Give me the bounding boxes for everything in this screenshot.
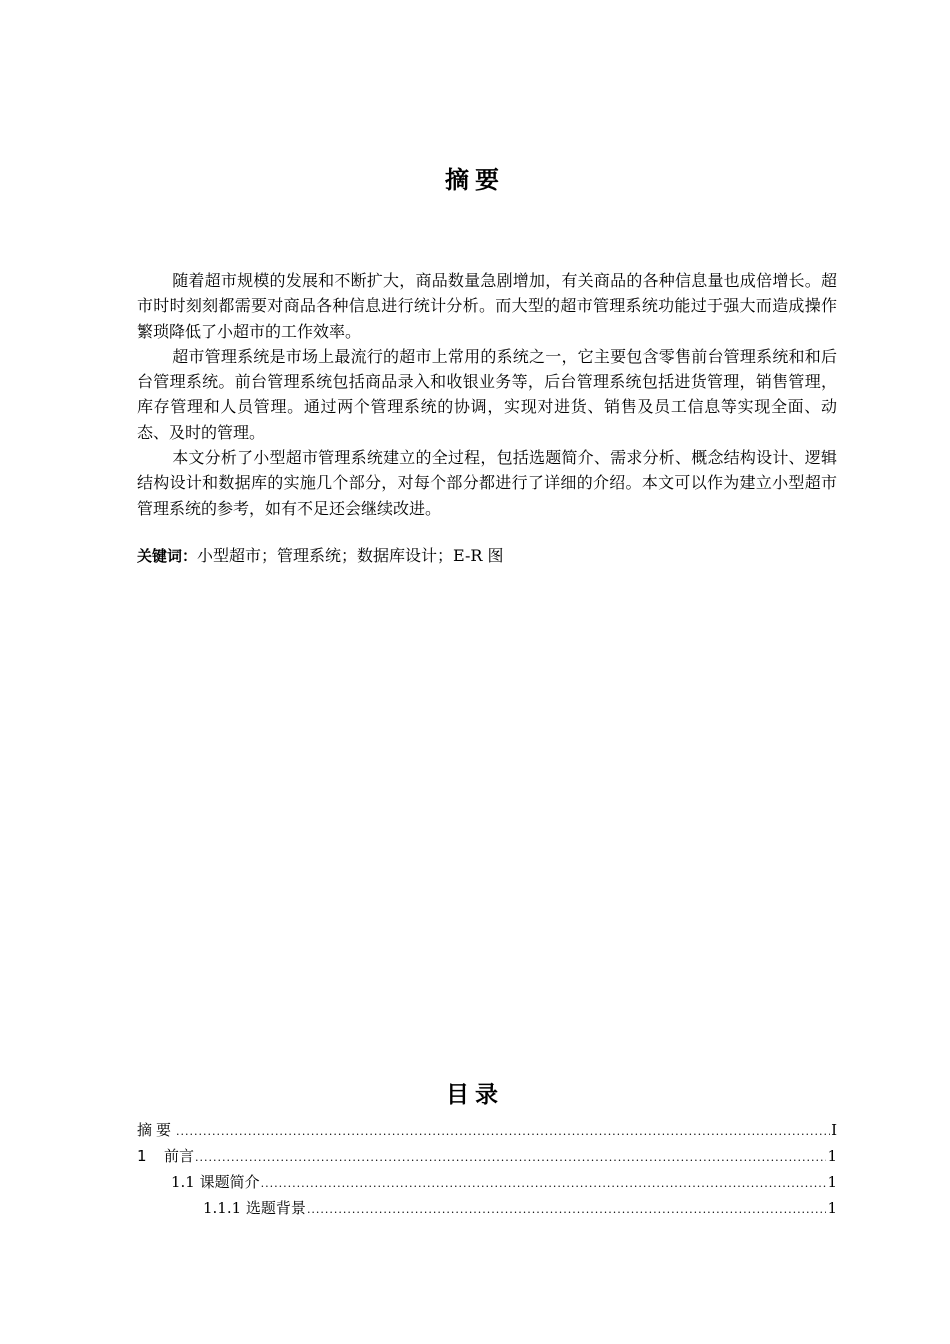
abstract-body [137, 268, 837, 521]
toc-chapter-number: 1 [137, 1147, 147, 1165]
toc-entry-abstract[interactable] [137, 1117, 837, 1143]
toc-leader-dots [307, 1197, 827, 1223]
toc-entry-label: 摘要 [137, 1121, 176, 1139]
abstract-paragraph-1: 随着超市规模的发展和不断扩大，商品数量急剧增加，有关商品的各种信息量也成倍增长。超市时时刻刻都需要对商品各种信息进行统计分析。而大型的超市管理系统功能过于强大而造成操作繁琐降低了小超市的工作效率。 [137, 271, 837, 341]
toc-leader-dots [261, 1171, 827, 1197]
toc-entry-section-1-1-1[interactable] [137, 1195, 837, 1221]
abstract-title: 摘要 [445, 166, 505, 194]
abstract-paragraph-3: 本文分析了小型超市管理系统建立的全过程，包括选题简介、需求分析、概念结构设计、逻辑结构设计和数据库的实施几个部分，对每个部分都进行了详细的介绍。本文可以作为建立小型超市管理系统的参考，如有不足还会继续改进。 [137, 448, 837, 518]
toc-entry-section-1-1[interactable] [137, 1169, 837, 1195]
toc-entry-page: 1 [827, 1173, 837, 1191]
table-of-contents [137, 1117, 837, 1221]
toc-entry-label: 1.1 课题简介 [171, 1173, 260, 1191]
toc-leader-dots [195, 1145, 826, 1171]
toc-entry-page: I [831, 1121, 837, 1139]
keywords-text: 小型超市；管理系统；数据库设计；E-R 图 [197, 546, 504, 565]
toc-chapter-title: 前言 [164, 1147, 195, 1165]
keywords-label: 关键词： [137, 547, 198, 565]
keywords-line [137, 543, 837, 569]
toc-entry-label [137, 1143, 194, 1169]
toc-title: 目录 [446, 1082, 504, 1108]
toc-entry-page: 1 [827, 1199, 837, 1217]
toc-leader-dots [176, 1119, 830, 1145]
abstract-paragraph-2: 超市管理系统是市场上最流行的超市上常用的系统之一，它主要包含零售前台管理系统和和后台管理系统。前台管理系统包括商品录入和收银业务等，后台管理系统包括进货管理，销售管理，库存管理和人员管理。通过两个管理系统的协调，实现对进货、销售及员工信息等实现全面、动态、及时的管理。 [137, 346, 837, 442]
toc-entry-page: 1 [827, 1147, 837, 1165]
toc-entry-chapter-1[interactable] [137, 1143, 837, 1169]
toc-entry-label: 1.1.1 选题背景 [203, 1199, 306, 1217]
